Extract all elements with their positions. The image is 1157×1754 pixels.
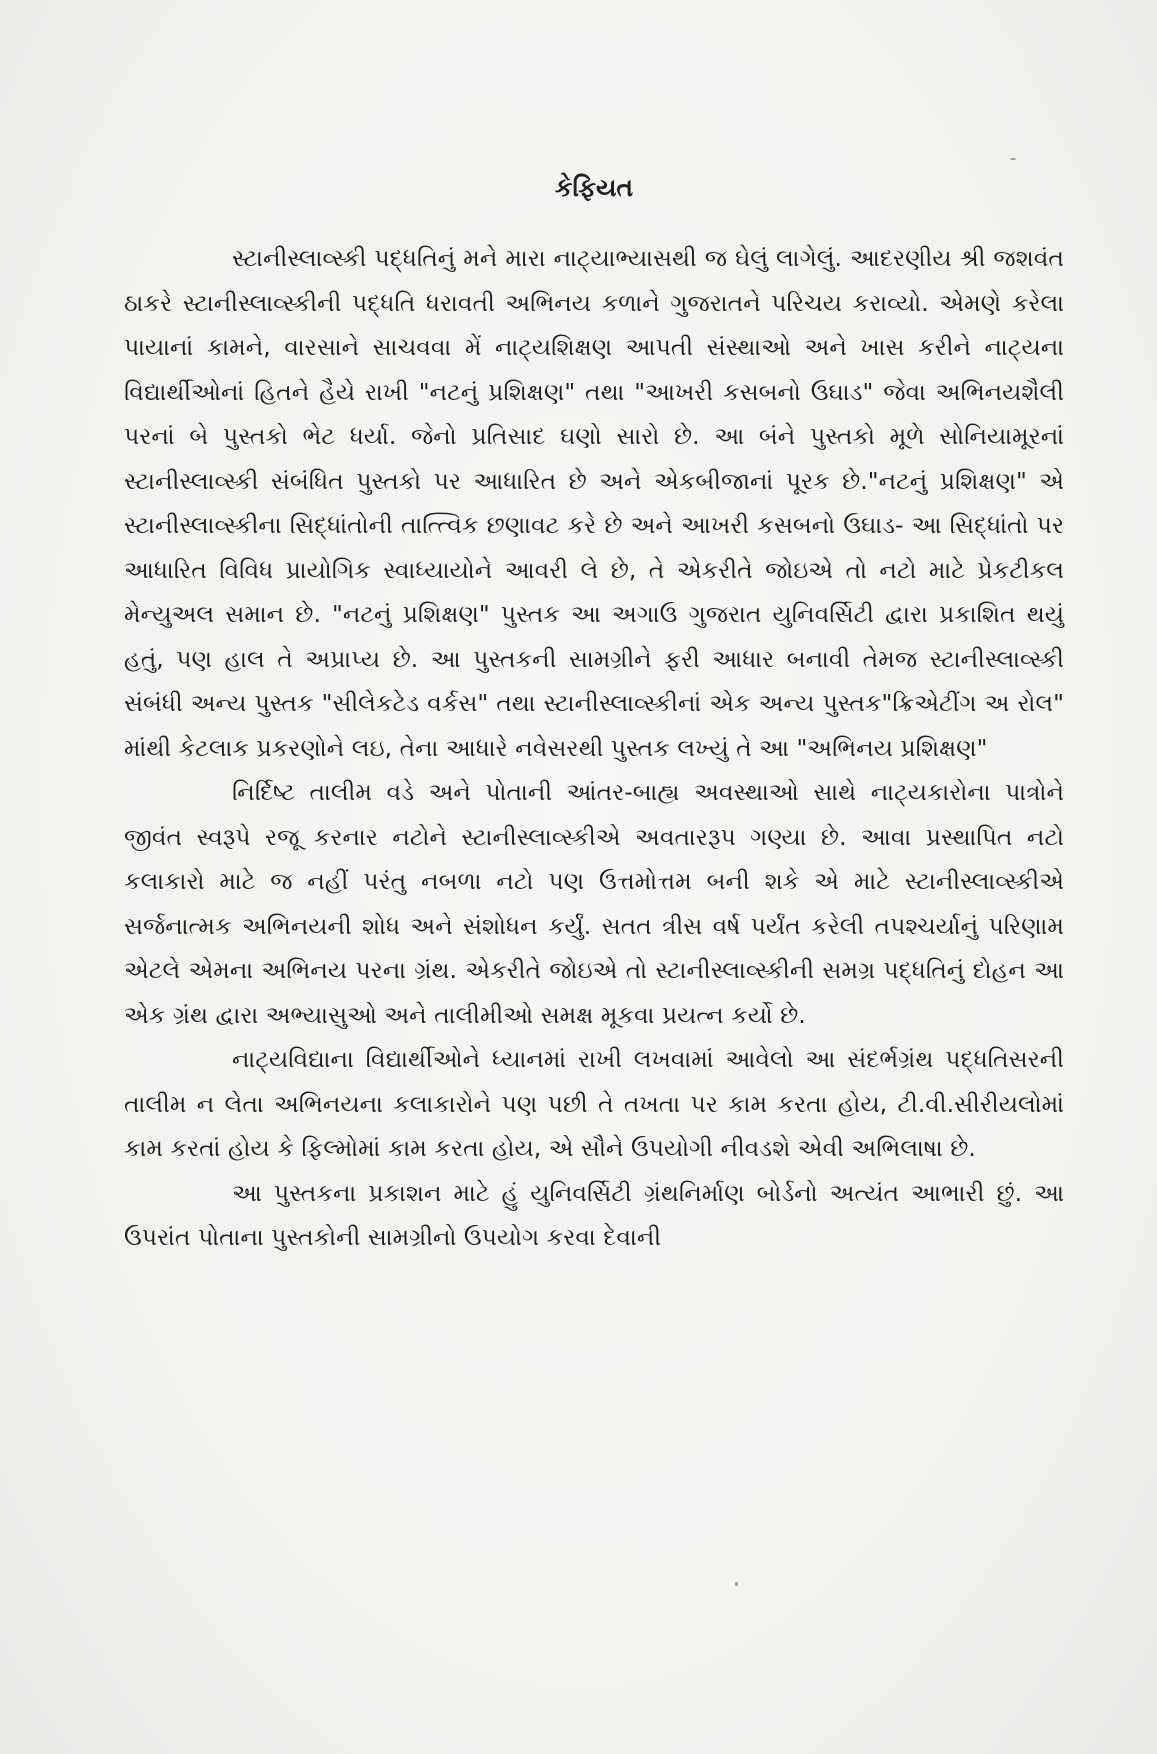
page-title: કેફિયત [554,173,634,202]
paragraph-3: નાટ્યવિદ્યાના વિદ્યાર્થીઓને ધ્યાનમાં રાખી લખવામાં આવેલો આ સંદર્ભગ્રંથ પદ્ધતિસરની તાલીમ ન લેતા અભિનયના કલાકારોને પણ પછી તે તખતા પર કામ કરતા હોય, ટી.વી.સીરીયલોમાં કામ કરતાં હોય કે ફિલ્મોમાં કામ કરતા હોય, એ સૌને ઉપયોગી નીવડશે એવી અભિલાષા છે. [124,1045,1064,1162]
paragraph-2: નિર્દિષ્ટ તાલીમ વડે અને પોતાની આંતર-બાહ્ય અવસ્થાઓ સાથે નાટ્યકારોના પાત્રોને જીવંત સ્વરૂપે રજૂ કરનાર નટોને સ્ટાનીસ્લાવ્સ્કીએ અવતારરૂપ ગણ્યા છે. આવા પ્રસ્થાપિત નટો કલાકારો માટે જ નહીં પરંતુ નબળા નટો પણ ઉત્તમોત્તમ બની શકે એ માટે સ્ટાનીસ્લાવ્સ્કીએ સર્જનાત્મક અભિનયની શોધ અને સંશોધન કર્યું. સતત ત્રીસ વર્ષ પર્યંત કરેલી તપશ્ચર્યાનું પરિણામ એટલે એમના અભિનય પરના ગ્રંથ. એકરીતે જોઇએ તો સ્ટાનીસ્લાવ્સ્કીની સમગ્ર પદ્ધતિનું દોહન આ એક ગ્રંથ દ્વારા અભ્યાસુઓ અને તાલીમીઓ સમક્ષ મૂકવા પ્રયત્ન કર્યો છે. [124,778,1064,1029]
paper-speck [1010,158,1016,160]
paper-speck [735,1582,738,1586]
paragraph-1: સ્ટાનીસ્લાવ્સ્કી પદ્ધતિનું મને મારા નાટ્યાભ્યાસથી જ ઘેલું લાગેલું. આદરણીય શ્રી જશવંત ઠાકરે સ્ટાનીસ્લાવ્સ્કીની પદ્ધતિ ધરાવતી અભિનય કળાને ગુજરાતને પરિચય કરાવ્યો. એમણે કરેલા પાયાનાં કામને, વારસાને સાચવવા મેં નાટ્યશિક્ષણ આપતી સંસ્થાઓ અને ખાસ કરીને નાટ્યના વિદ્યાર્થીઓનાં હિતને હૈયે રાખી "નટનું પ્રશિક્ષણ" તથા "આખરી કસબનો ઉઘાડ" જેવા અભિનયશૈલી પરનાં બે પુસ્તકો ભેટ ધર્યા. જેનો પ્રતિસાદ ઘણો સારો છે. આ બંને પુસ્તકો મૂળે સોનિયામૂરનાં સ્ટાનીસ્લાવ્સ્કી સંબંધિત પુસ્તકો પર આધારિત છે અને એકબીજાનાં પૂરક છે."નટનું પ્રશિક્ષણ" એ સ્ટાનીસ્લાવ્સ્કીના સિદ્ધાંતોની તાત્ત્વિક છણાવટ કરે છે અને આખરી કસબનો ઉઘાડ- આ સિદ્ધાંતો પર આધારિત વિવિધ પ્રાયોગિક સ્વાધ્યાયોને આવરી લે છે, તે એકરીતે જોઇએ તો નટો માટે પ્રેકટીકલ મેન્યુઅલ સમાન છે. "નટનું પ્રશિક્ષણ" પુસ્તક આ અગાઉ ગુજરાત યુનિવર્સિટી દ્વારા પ્રકાશિત થયું હતું, પણ હાલ તે અપ્રાપ્ય છે. આ પુસ્તકની સામગ્રીને ફરી આધાર બનાવી તેમજ સ્ટાનીસ્લાવ્સ્કી સંબંધી અન્ય પુસ્તક "સીલેકટેડ વર્કસ" તથા સ્ટાનીસ્લાવ્સ્કીનાં એક અન્ય પુસ્તક"ક્રિએટીંગ અ રોલ" માંથી કેટલાક પ્રકરણોને લઇ, તેના આધારે નવેસરથી પુસ્તક લખ્યું તે આ "અભિનય પ્રશિક્ષણ" [124,244,1064,762]
paragraph-4: આ પુસ્તકના પ્રકાશન માટે હું યુનિવર્સિટી ગ્રંથનિર્માણ બોર્ડનો અત્યંત આભારી છું. આ ઉપરાંત પોતાના પુસ્તકોની સામગ્રીનો ઉપયોગ કરવા દેવાની [124,1178,1064,1251]
page-content [124,168,1064,1260]
